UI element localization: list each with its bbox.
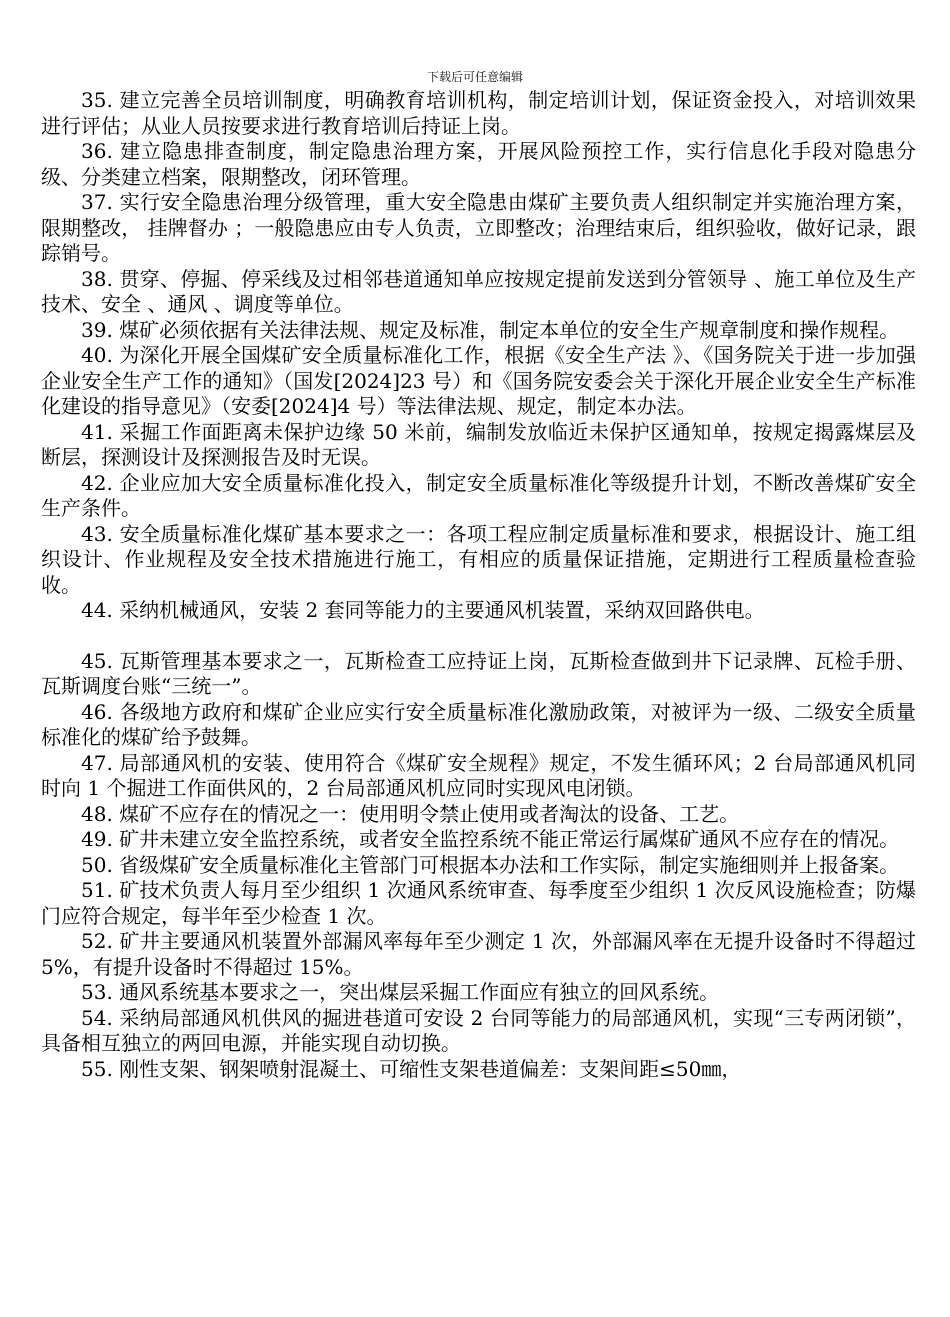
document-body (41, 88, 916, 1082)
paragraph-54: 54. 采纳局部通风机供风的掘进巷道可安设 2 台同等能力的局部通风机，实现“三专两闭锁”，具备相互独立的两回电源，并能实现自动切换。 (41, 1005, 916, 1055)
paragraph-41: 41. 采掘工作面距离未保护边缘 50 米前，编制发放临近未保护区通知单，按规定揭露煤层及断层，探测设计及探测报告及时无误。 (41, 419, 916, 469)
paragraph-52: 52. 矿井主要通风机装置外部漏风率每年至少测定 1 次，外部漏风率在无提升设备时不得超过 5%，有提升设备时不得超过 15%。 (41, 929, 916, 979)
paragraph-43: 43. 安全质量标准化煤矿基本要求之一：各项工程应制定质量标准和要求，根据设计、施工组织设计、作业规程及安全技术措施进行施工，有相应的质量保证措施，定期进行工程质量检查验收。 (41, 521, 916, 597)
paragraph-35: 35. 建立完善全员培训制度，明确教育培训机构，制定培训计划，保证资金投入，对培训效果进行评估；从业人员按要求进行教育培训后持证上岗。 (41, 88, 916, 138)
page-header: 下载后可任意编辑 (426, 70, 523, 84)
paragraph-44: 44. 采纳机械通风，安装 2 套同等能力的主要通风机装置，采纳双回路供电。 (81, 598, 765, 622)
paragraph-50: 50. 省级煤矿安全质量标准化主管部门可根据本办法和工作实际，制定实施细则并上报备案。 (81, 852, 900, 877)
paragraph-48: 48. 煤矿不应存在的情况之一：使用明令禁止使用或者淘汰的设备、工艺。 (81, 801, 740, 826)
paragraph-47: 47. 局部通风机的安装、使用符合《煤矿安全规程》规定，不发生循环风；2 台局部通风机同时向 1 个掘进工作面供风的，2 台局部通风机应同时实现风电闭锁。 (41, 750, 916, 800)
paragraph-45: 45. 瓦斯管理基本要求之一，瓦斯检查工应持证上岗，瓦斯检查做到井下记录牌、瓦检手册、瓦斯调度台账“三统一”。 (41, 648, 916, 698)
paragraph-40: 40. 为深化开展全国煤矿安全质量标准化工作，根据《安全生产法 》、《国务院关于进一步加强企业安全生产工作的通知》（国发[2024]23 号）和《国务院安委会关于深化开展企业安全生产标准化建设的指导意见》（安委[2024]4 号）等法律法规、规定，制定本办法。 (41, 343, 916, 418)
paragraph-37: 37. 实行安全隐患治理分级管理，重大安全隐患由煤矿主要负责人组织制定并实施治理方案，限期整改， 挂牌督办 ；一般隐患应由专人负责，立即整改；治理结束后，组织验收，做好记录，跟踪销号。 (41, 190, 916, 265)
paragraph-42: 42. 企业应加大安全质量标准化投入，制定安全质量标准化等级提升计划，不断改善煤矿安全生产条件。 (41, 470, 916, 520)
paragraph-55: 55. 刚性支架、钢架喷射混凝土、可缩性支架巷道偏差：支架间距≤50㎜， (81, 1056, 742, 1081)
paragraph-49: 49. 矿井未建立安全监控系统，或者安全监控系统不能正常运行属煤矿通风不应存在的情况。 (81, 827, 900, 851)
paragraph-53: 53. 通风系统基本要求之一，突出煤层采掘工作面应有独立的回风系统。 (81, 980, 720, 1004)
paragraph-39: 39. 煤矿必须依据有关法律法规、规定及标准，制定本单位的安全生产规章制度和操作规程。 (81, 317, 900, 342)
paragraph-51: 51. 矿技术负责人每月至少组织 1 次通风系统审查、每季度至少组织 1 次反风设施检查；防爆门应符合规定，每半年至少检查 1 次。 (41, 878, 916, 928)
paragraph-38: 38. 贯穿、停掘、停采线及过相邻巷道通知单应按规定提前发送到分管领导 、施工单位及生产技术、安全 、通风 、调度等单位。 (41, 266, 916, 316)
paragraph-46: 46. 各级地方政府和煤矿企业应实行安全质量标准化激励政策，对被评为一级、二级安全质量标准化的煤矿给予鼓舞。 (41, 699, 916, 749)
paragraph-36: 36. 建立隐患排查制度，制定隐患治理方案，开展风险预控工作，实行信息化手段对隐患分级、分类建立档案，限期整改，闭环管理。 (41, 139, 916, 189)
